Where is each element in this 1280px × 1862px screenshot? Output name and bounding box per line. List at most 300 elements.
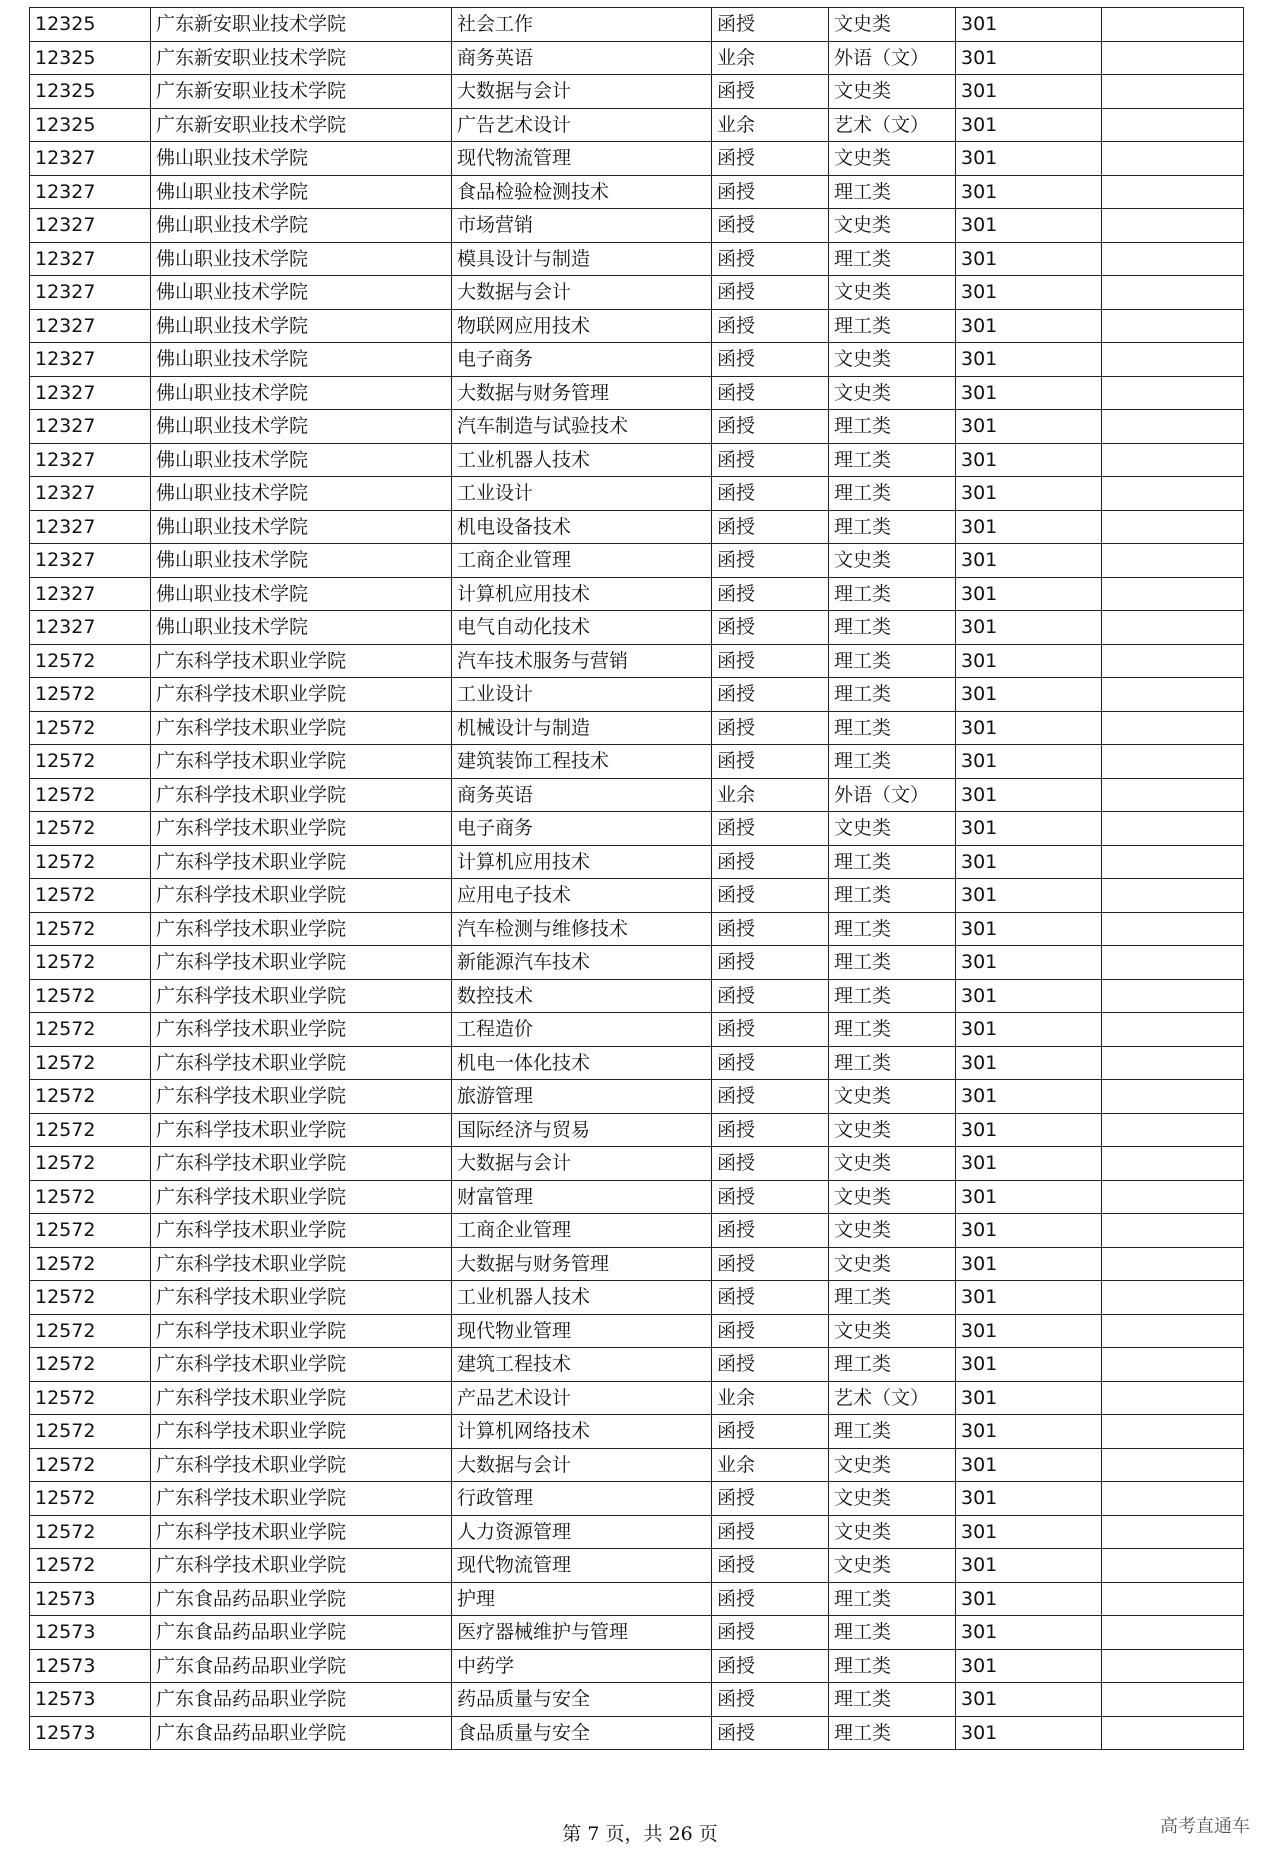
cell-level: 301: [956, 477, 1102, 511]
cell-note: [1102, 879, 1244, 913]
cell-school: 广东新安职业技术学院: [151, 8, 452, 42]
cell-mode: 函授: [712, 1080, 829, 1114]
table-body: [30, 8, 1244, 1750]
cell-level: 301: [956, 1046, 1102, 1080]
cell-level: 301: [956, 611, 1102, 645]
cell-mode: 函授: [712, 1180, 829, 1214]
cell-code: 12572: [30, 1482, 151, 1516]
cell-code: 12327: [30, 477, 151, 511]
cell-mode: 函授: [712, 577, 829, 611]
cell-major: 食品检验检测技术: [452, 175, 712, 209]
cell-level: 301: [956, 745, 1102, 779]
table-row: [30, 577, 1244, 611]
cell-major: 机电一体化技术: [452, 1046, 712, 1080]
cell-level: 301: [956, 812, 1102, 846]
cell-category: 理工类: [829, 644, 956, 678]
cell-major: 电子商务: [452, 812, 712, 846]
cell-level: 301: [956, 1716, 1102, 1750]
cell-school: 广东新安职业技术学院: [151, 75, 452, 109]
cell-major: 建筑装饰工程技术: [452, 745, 712, 779]
cell-level: 301: [956, 343, 1102, 377]
table-row: [30, 1247, 1244, 1281]
cell-major: 新能源汽车技术: [452, 946, 712, 980]
cell-category: 理工类: [829, 678, 956, 712]
table-row: [30, 1716, 1244, 1750]
cell-note: [1102, 1247, 1244, 1281]
cell-mode: 函授: [712, 276, 829, 310]
cell-mode: 函授: [712, 678, 829, 712]
cell-note: [1102, 1582, 1244, 1616]
table-row: [30, 711, 1244, 745]
cell-school: 广东科学技术职业学院: [151, 1013, 452, 1047]
cell-note: [1102, 1013, 1244, 1047]
cell-level: 301: [956, 778, 1102, 812]
cell-major: 广告艺术设计: [452, 108, 712, 142]
cell-code: 12327: [30, 142, 151, 176]
cell-note: [1102, 8, 1244, 42]
table-row: [30, 376, 1244, 410]
cell-category: 文史类: [829, 812, 956, 846]
cell-major: 电子商务: [452, 343, 712, 377]
cell-category: 文史类: [829, 276, 956, 310]
cell-mode: 函授: [712, 1147, 829, 1181]
cell-level: 301: [956, 410, 1102, 444]
cell-category: 外语（文）: [829, 41, 956, 75]
table-row: [30, 8, 1244, 42]
table-row: [30, 1046, 1244, 1080]
cell-category: 理工类: [829, 510, 956, 544]
cell-major: 产品艺术设计: [452, 1381, 712, 1415]
cell-school: 广东科学技术职业学院: [151, 1515, 452, 1549]
cell-school: 广东科学技术职业学院: [151, 946, 452, 980]
cell-major: 食品质量与安全: [452, 1716, 712, 1750]
cell-school: 佛山职业技术学院: [151, 510, 452, 544]
cell-category: 文史类: [829, 1549, 956, 1583]
cell-mode: 业余: [712, 1381, 829, 1415]
cell-level: 301: [956, 8, 1102, 42]
cell-category: 文史类: [829, 1214, 956, 1248]
cell-mode: 函授: [712, 343, 829, 377]
cell-code: 12327: [30, 410, 151, 444]
cell-note: [1102, 711, 1244, 745]
cell-note: [1102, 1683, 1244, 1717]
table-row: [30, 41, 1244, 75]
cell-mode: 函授: [712, 1247, 829, 1281]
cell-mode: 函授: [712, 1314, 829, 1348]
cell-category: 文史类: [829, 142, 956, 176]
table-row: [30, 1348, 1244, 1382]
brand-label: 高考直通车: [1160, 1816, 1250, 1837]
cell-category: 理工类: [829, 242, 956, 276]
cell-note: [1102, 778, 1244, 812]
cell-note: [1102, 644, 1244, 678]
cell-note: [1102, 1080, 1244, 1114]
cell-category: 理工类: [829, 477, 956, 511]
cell-major: 大数据与会计: [452, 1147, 712, 1181]
cell-school: 广东新安职业技术学院: [151, 41, 452, 75]
cell-category: 理工类: [829, 845, 956, 879]
cell-note: [1102, 376, 1244, 410]
cell-school: 广东科学技术职业学院: [151, 1281, 452, 1315]
cell-note: [1102, 1381, 1244, 1415]
cell-mode: 函授: [712, 309, 829, 343]
cell-category: 理工类: [829, 745, 956, 779]
cell-code: 12327: [30, 376, 151, 410]
cell-major: 国际经济与贸易: [452, 1113, 712, 1147]
cell-major: 计算机应用技术: [452, 845, 712, 879]
cell-major: 工业机器人技术: [452, 443, 712, 477]
cell-level: 301: [956, 577, 1102, 611]
cell-major: 工业设计: [452, 477, 712, 511]
cell-note: [1102, 1180, 1244, 1214]
cell-major: 药品质量与安全: [452, 1683, 712, 1717]
cell-mode: 函授: [712, 477, 829, 511]
table-row: [30, 1281, 1244, 1315]
cell-level: 301: [956, 1549, 1102, 1583]
cell-code: 12572: [30, 678, 151, 712]
cell-school: 广东食品药品职业学院: [151, 1683, 452, 1717]
cell-school: 广东科学技术职业学院: [151, 778, 452, 812]
cell-category: 文史类: [829, 209, 956, 243]
cell-mode: 函授: [712, 1113, 829, 1147]
cell-school: 广东科学技术职业学院: [151, 1314, 452, 1348]
cell-mode: 函授: [712, 1582, 829, 1616]
cell-level: 301: [956, 979, 1102, 1013]
cell-major: 工业机器人技术: [452, 1281, 712, 1315]
cell-category: 理工类: [829, 1716, 956, 1750]
cell-note: [1102, 510, 1244, 544]
cell-level: 301: [956, 1113, 1102, 1147]
cell-code: 12572: [30, 1281, 151, 1315]
cell-note: [1102, 611, 1244, 645]
cell-mode: 函授: [712, 979, 829, 1013]
cell-code: 12572: [30, 1415, 151, 1449]
cell-major: 中药学: [452, 1649, 712, 1683]
cell-category: 文史类: [829, 343, 956, 377]
cell-note: [1102, 309, 1244, 343]
cell-mode: 函授: [712, 745, 829, 779]
cell-school: 广东食品药品职业学院: [151, 1582, 452, 1616]
cell-note: [1102, 544, 1244, 578]
cell-major: 人力资源管理: [452, 1515, 712, 1549]
cell-code: 12327: [30, 510, 151, 544]
cell-code: 12572: [30, 711, 151, 745]
cell-mode: 函授: [712, 1515, 829, 1549]
table-row: [30, 1314, 1244, 1348]
cell-note: [1102, 912, 1244, 946]
table-row: [30, 812, 1244, 846]
cell-major: 医疗器械维护与管理: [452, 1616, 712, 1650]
cell-school: 佛山职业技术学院: [151, 276, 452, 310]
cell-category: 理工类: [829, 1616, 956, 1650]
cell-note: [1102, 745, 1244, 779]
cell-code: 12327: [30, 276, 151, 310]
cell-category: 理工类: [829, 1582, 956, 1616]
table-row: [30, 477, 1244, 511]
cell-note: [1102, 1214, 1244, 1248]
table-row: [30, 979, 1244, 1013]
cell-code: 12573: [30, 1649, 151, 1683]
cell-major: 计算机网络技术: [452, 1415, 712, 1449]
cell-category: 理工类: [829, 410, 956, 444]
cell-category: 文史类: [829, 544, 956, 578]
table-row: [30, 1415, 1244, 1449]
cell-mode: 函授: [712, 1415, 829, 1449]
cell-level: 301: [956, 912, 1102, 946]
cell-mode: 函授: [712, 845, 829, 879]
table-row: [30, 443, 1244, 477]
cell-school: 广东科学技术职业学院: [151, 1448, 452, 1482]
cell-mode: 函授: [712, 1683, 829, 1717]
cell-major: 大数据与会计: [452, 75, 712, 109]
cell-major: 模具设计与制造: [452, 242, 712, 276]
cell-level: 301: [956, 1616, 1102, 1650]
cell-major: 机械设计与制造: [452, 711, 712, 745]
cell-note: [1102, 1448, 1244, 1482]
table-row: [30, 175, 1244, 209]
cell-code: 12572: [30, 946, 151, 980]
cell-level: 301: [956, 41, 1102, 75]
table-row: [30, 309, 1244, 343]
cell-level: 301: [956, 1147, 1102, 1181]
cell-note: [1102, 1348, 1244, 1382]
cell-school: 广东科学技术职业学院: [151, 678, 452, 712]
cell-category: 理工类: [829, 1013, 956, 1047]
cell-note: [1102, 443, 1244, 477]
cell-mode: 函授: [712, 1348, 829, 1382]
cell-major: 商务英语: [452, 778, 712, 812]
cell-major: 市场营销: [452, 209, 712, 243]
cell-mode: 函授: [712, 443, 829, 477]
cell-school: 佛山职业技术学院: [151, 477, 452, 511]
cell-major: 工程造价: [452, 1013, 712, 1047]
cell-category: 外语（文）: [829, 778, 956, 812]
cell-level: 301: [956, 1515, 1102, 1549]
cell-school: 广东科学技术职业学院: [151, 1180, 452, 1214]
cell-school: 广东科学技术职业学院: [151, 1113, 452, 1147]
cell-major: 工商企业管理: [452, 1214, 712, 1248]
table-row: [30, 544, 1244, 578]
cell-code: 12325: [30, 41, 151, 75]
cell-major: 大数据与会计: [452, 1448, 712, 1482]
cell-category: 文史类: [829, 1247, 956, 1281]
cell-category: 理工类: [829, 309, 956, 343]
cell-school: 佛山职业技术学院: [151, 577, 452, 611]
cell-code: 12572: [30, 845, 151, 879]
cell-school: 广东科学技术职业学院: [151, 845, 452, 879]
cell-note: [1102, 577, 1244, 611]
table-row: [30, 510, 1244, 544]
cell-code: 12573: [30, 1582, 151, 1616]
cell-note: [1102, 812, 1244, 846]
cell-note: [1102, 1147, 1244, 1181]
cell-code: 12327: [30, 309, 151, 343]
cell-category: 理工类: [829, 1415, 956, 1449]
cell-school: 佛山职业技术学院: [151, 611, 452, 645]
cell-major: 现代物流管理: [452, 142, 712, 176]
table-row: [30, 912, 1244, 946]
cell-note: [1102, 477, 1244, 511]
cell-code: 12573: [30, 1683, 151, 1717]
cell-mode: 业余: [712, 41, 829, 75]
cell-category: 文史类: [829, 1080, 956, 1114]
cell-code: 12572: [30, 1247, 151, 1281]
cell-school: 佛山职业技术学院: [151, 175, 452, 209]
table-row: [30, 745, 1244, 779]
cell-code: 12573: [30, 1716, 151, 1750]
table-row: [30, 1582, 1244, 1616]
cell-mode: 业余: [712, 108, 829, 142]
cell-code: 12572: [30, 1448, 151, 1482]
cell-mode: 函授: [712, 1549, 829, 1583]
cell-note: [1102, 845, 1244, 879]
cell-major: 电气自动化技术: [452, 611, 712, 645]
cell-code: 12572: [30, 1515, 151, 1549]
cell-code: 12325: [30, 75, 151, 109]
cell-category: 理工类: [829, 711, 956, 745]
table-row: [30, 1616, 1244, 1650]
cell-level: 301: [956, 1649, 1102, 1683]
cell-level: 301: [956, 1013, 1102, 1047]
cell-mode: 函授: [712, 242, 829, 276]
cell-category: 文史类: [829, 1180, 956, 1214]
cell-code: 12572: [30, 778, 151, 812]
cell-level: 301: [956, 142, 1102, 176]
cell-school: 广东科学技术职业学院: [151, 1348, 452, 1382]
cell-note: [1102, 678, 1244, 712]
cell-mode: 函授: [712, 209, 829, 243]
table-row: [30, 1381, 1244, 1415]
cell-mode: 函授: [712, 879, 829, 913]
cell-category: 文史类: [829, 1448, 956, 1482]
table-row: [30, 1214, 1244, 1248]
cell-level: 301: [956, 309, 1102, 343]
cell-major: 现代物流管理: [452, 1549, 712, 1583]
cell-school: 佛山职业技术学院: [151, 209, 452, 243]
cell-level: 301: [956, 376, 1102, 410]
cell-code: 12327: [30, 611, 151, 645]
cell-code: 12572: [30, 1549, 151, 1583]
cell-category: 理工类: [829, 443, 956, 477]
cell-school: 广东科学技术职业学院: [151, 1214, 452, 1248]
cell-category: 文史类: [829, 1147, 956, 1181]
cell-level: 301: [956, 75, 1102, 109]
cell-level: 301: [956, 1314, 1102, 1348]
table-row: [30, 1147, 1244, 1181]
cell-note: [1102, 1649, 1244, 1683]
cell-level: 301: [956, 946, 1102, 980]
table-row: [30, 1180, 1244, 1214]
cell-level: 301: [956, 879, 1102, 913]
cell-note: [1102, 1314, 1244, 1348]
cell-note: [1102, 276, 1244, 310]
cell-category: 文史类: [829, 1113, 956, 1147]
cell-category: 理工类: [829, 1649, 956, 1683]
cell-category: 理工类: [829, 879, 956, 913]
cell-school: 广东科学技术职业学院: [151, 1381, 452, 1415]
cell-level: 301: [956, 644, 1102, 678]
table-row: [30, 1683, 1244, 1717]
cell-school: 广东科学技术职业学院: [151, 879, 452, 913]
cell-major: 行政管理: [452, 1482, 712, 1516]
table-row: [30, 946, 1244, 980]
table-row: [30, 410, 1244, 444]
cell-code: 12572: [30, 812, 151, 846]
table-row: [30, 209, 1244, 243]
table-row: [30, 1013, 1244, 1047]
cell-note: [1102, 1716, 1244, 1750]
cell-category: 文史类: [829, 75, 956, 109]
cell-code: 12572: [30, 1180, 151, 1214]
cell-school: 广东食品药品职业学院: [151, 1716, 452, 1750]
cell-category: 文史类: [829, 1314, 956, 1348]
table-row: [30, 75, 1244, 109]
cell-level: 301: [956, 1582, 1102, 1616]
cell-school: 广东科学技术职业学院: [151, 711, 452, 745]
cell-category: 文史类: [829, 8, 956, 42]
cell-category: 理工类: [829, 1348, 956, 1382]
cell-note: [1102, 41, 1244, 75]
cell-school: 佛山职业技术学院: [151, 343, 452, 377]
cell-mode: 业余: [712, 1448, 829, 1482]
cell-mode: 函授: [712, 1013, 829, 1047]
cell-code: 12327: [30, 242, 151, 276]
cell-code: 12572: [30, 1080, 151, 1114]
cell-note: [1102, 410, 1244, 444]
cell-level: 301: [956, 678, 1102, 712]
table-row: [30, 1649, 1244, 1683]
cell-major: 护理: [452, 1582, 712, 1616]
cell-mode: 函授: [712, 1616, 829, 1650]
cell-major: 工业设计: [452, 678, 712, 712]
cell-level: 301: [956, 1281, 1102, 1315]
cell-category: 理工类: [829, 611, 956, 645]
cell-category: 理工类: [829, 946, 956, 980]
cell-code: 12572: [30, 745, 151, 779]
table-row: [30, 1482, 1244, 1516]
cell-mode: 函授: [712, 175, 829, 209]
admission-table: [29, 7, 1244, 1750]
cell-mode: 函授: [712, 1281, 829, 1315]
cell-school: 广东科学技术职业学院: [151, 1147, 452, 1181]
cell-level: 301: [956, 1415, 1102, 1449]
cell-school: 广东科学技术职业学院: [151, 1415, 452, 1449]
cell-code: 12327: [30, 175, 151, 209]
cell-mode: 函授: [712, 912, 829, 946]
cell-category: 理工类: [829, 175, 956, 209]
cell-school: 佛山职业技术学院: [151, 544, 452, 578]
cell-major: 大数据与财务管理: [452, 1247, 712, 1281]
cell-school: 佛山职业技术学院: [151, 443, 452, 477]
cell-major: 大数据与财务管理: [452, 376, 712, 410]
table-row: [30, 678, 1244, 712]
cell-level: 301: [956, 1247, 1102, 1281]
cell-code: 12572: [30, 1314, 151, 1348]
cell-school: 佛山职业技术学院: [151, 410, 452, 444]
cell-note: [1102, 1415, 1244, 1449]
cell-category: 文史类: [829, 1482, 956, 1516]
cell-school: 广东科学技术职业学院: [151, 1549, 452, 1583]
cell-code: 12327: [30, 343, 151, 377]
table-row: [30, 778, 1244, 812]
cell-code: 12572: [30, 644, 151, 678]
cell-mode: 函授: [712, 544, 829, 578]
cell-code: 12572: [30, 1214, 151, 1248]
cell-level: 301: [956, 544, 1102, 578]
cell-level: 301: [956, 1180, 1102, 1214]
cell-major: 应用电子技术: [452, 879, 712, 913]
cell-code: 12572: [30, 1113, 151, 1147]
